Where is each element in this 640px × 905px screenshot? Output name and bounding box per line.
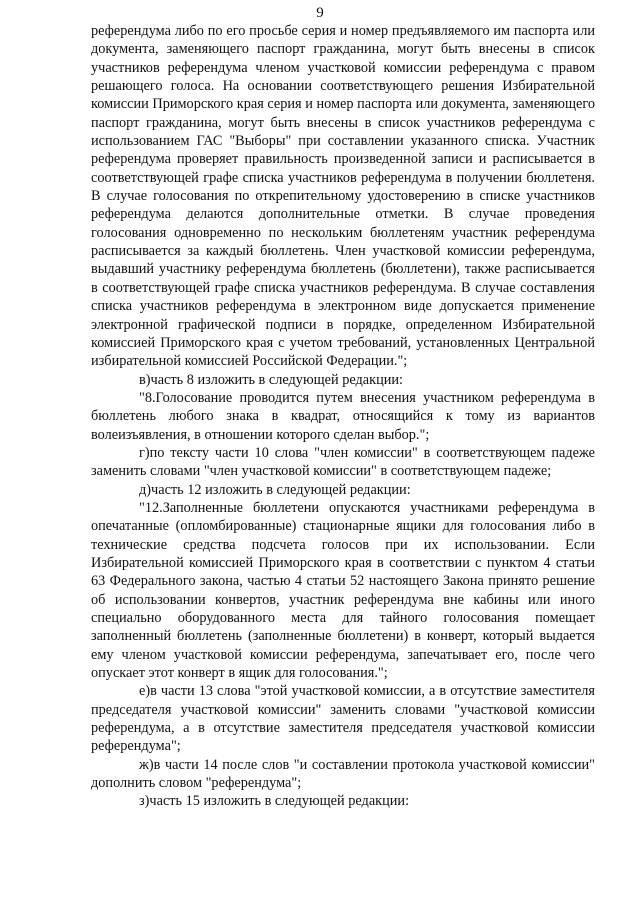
paragraph-quote-12: "12.Заполненные бюллетени опускаются участниками референдума в опечатанные (опломбированные) стационарные ящики для голосования либо в технические средства подсчета голосов при их использовании. Если Избирательной комиссией Приморского края в соответствии с пунктом 4 статьи 63 Федерального закона, частью 4 статьи 52 настоящего Закона принято решение об использовании конвертов, участник референдума вне кабины или иного специально оборудованного места для тайного голосования помещает заполненный бюллетень (заполненные бюллетени) в конверт, который выдается ему членом участковой комиссии референдума, запечатывает его, после чего опускает этот конверт в ящик для голосования."; — [91, 499, 595, 682]
page-number: 9 — [316, 5, 324, 21]
paragraph-item-g: г)по тексту части 10 слова "член комиссии" в соответствующем падеже заменить словами "член участковой комиссии" в соответствующем падеже; — [91, 444, 595, 480]
paragraph-continuation: референдума либо по его просьбе серия и номер предъявляемого им паспорта или документа, заменяющего паспорт гражданина, могут быть внесены в список участников референдума членом участковой комиссии референдума с правом решающего голоса. На основании соответствующего решения Избирательной комиссии Приморского края серия и номер паспорта или документа, заменяющего паспорт гражданина, могут быть внесены в список участников референдума с использованием ГАС "Выборы" при составлении указанного списка. Участник референдума проверяет правильность произведенной записи и расписывается в соответствующей графе списка участников референдума в получении бюллетеня. В случае голосования по открепительному удостоверению в списке участников референдума делаются дополнительные отметки. В случае проведения голосования одновременно по нескольким бюллетеням участник референдума расписывается за каждый бюллетень. Член участковой комиссии референдума, выдавший участнику референдума бюллетень (бюллетени), также расписывается в соответствующей графе списка участников референдума. В случае составления списка участников референдума в электронном виде допускается применение электронной графической подписи в порядке, определенном Избирательной комиссией Приморского края с учетом требований, установленных Центральной избирательной комиссией Российской Федерации."; — [91, 23, 595, 370]
paragraph-item-v: в)часть 8 изложить в следующей редакции: — [139, 371, 403, 388]
paragraph-item-e: е)в части 13 слова "этой участковой комиссии, а в отсутствие заместителя председателя участковой комиссии" заменить словами "участковой комиссии референдума, а в отсутствие заместителя председателя участковой комиссии референдума"; — [91, 683, 595, 755]
paragraph-quote-8: "8.Голосование проводится путем внесения участником референдума в бюллетень любого знака в квадрат, относящийся к тому из вариантов волеизъявления, в отношении которого сделан выбор."; — [91, 389, 595, 443]
document-body — [91, 22, 595, 811]
paragraph-item-zh: ж)в части 14 после слов "и составлении протокола участковой комиссии" дополнить словом "референдума"; — [91, 756, 595, 792]
paragraph-item-d: д)часть 12 изложить в следующей редакции: — [139, 481, 411, 498]
paragraph-item-z: з)часть 15 изложить в следующей редакции: — [139, 793, 410, 810]
